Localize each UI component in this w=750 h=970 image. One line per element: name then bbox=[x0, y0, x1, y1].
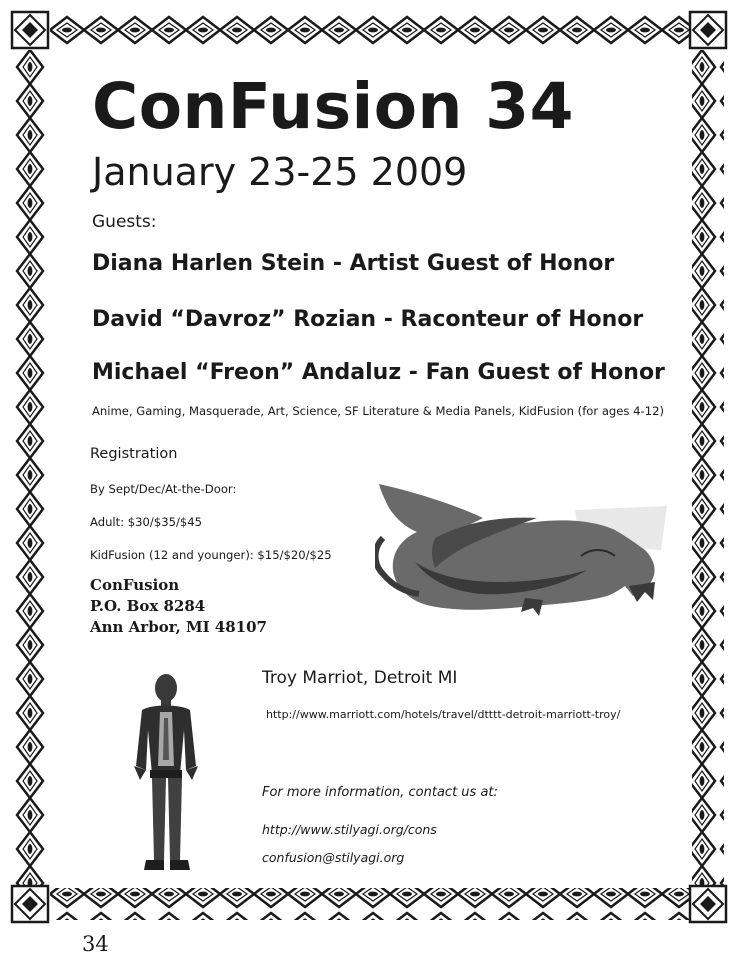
hotel-url-link[interactable]: http://www.marriott.com/hotels/travel/dtttt-detroit-marriott-troy/ bbox=[266, 708, 621, 721]
address-name: ConFusion bbox=[90, 576, 180, 594]
costumed-figure-illustration bbox=[122, 670, 212, 876]
hotel-name: Troy Marriot, Detroit MI bbox=[262, 668, 458, 688]
guests-label: Guests: bbox=[92, 212, 157, 232]
contact-email-link[interactable]: confusion@stilyagi.org bbox=[262, 850, 405, 865]
registration-title: Registration bbox=[90, 446, 178, 462]
contact-intro: For more information, contact us at: bbox=[262, 785, 498, 800]
event-dates: January 23-25 2009 bbox=[92, 150, 468, 194]
dragon-illustration bbox=[375, 478, 675, 618]
page-number: 34 bbox=[82, 932, 109, 956]
guest-fan: Michael “Freon” Andaluz - Fan Guest of Honor bbox=[92, 360, 665, 385]
registration-deadlines: By Sept/Dec/At-the-Door: bbox=[90, 482, 237, 496]
registration-adult-price: Adult: $30/$35/$45 bbox=[90, 515, 202, 529]
guest-artist: Diana Harlen Stein - Artist Guest of Honor bbox=[92, 251, 615, 276]
registration-kid-price: KidFusion (12 and younger): $15/$20/$25 bbox=[90, 548, 332, 562]
programming-topics: Anime, Gaming, Masquerade, Art, Science, SF Literature & Media Panels, KidFusion (for ages 4-12) bbox=[92, 404, 664, 418]
event-title: ConFusion 34 bbox=[92, 70, 574, 143]
address-po-box: P.O. Box 8284 bbox=[90, 597, 206, 615]
address-city: Ann Arbor, MI 48107 bbox=[90, 618, 267, 636]
guest-raconteur: David “Davroz” Rozian - Raconteur of Honor bbox=[92, 307, 644, 332]
contact-website-link[interactable]: http://www.stilyagi.org/cons bbox=[262, 822, 437, 837]
